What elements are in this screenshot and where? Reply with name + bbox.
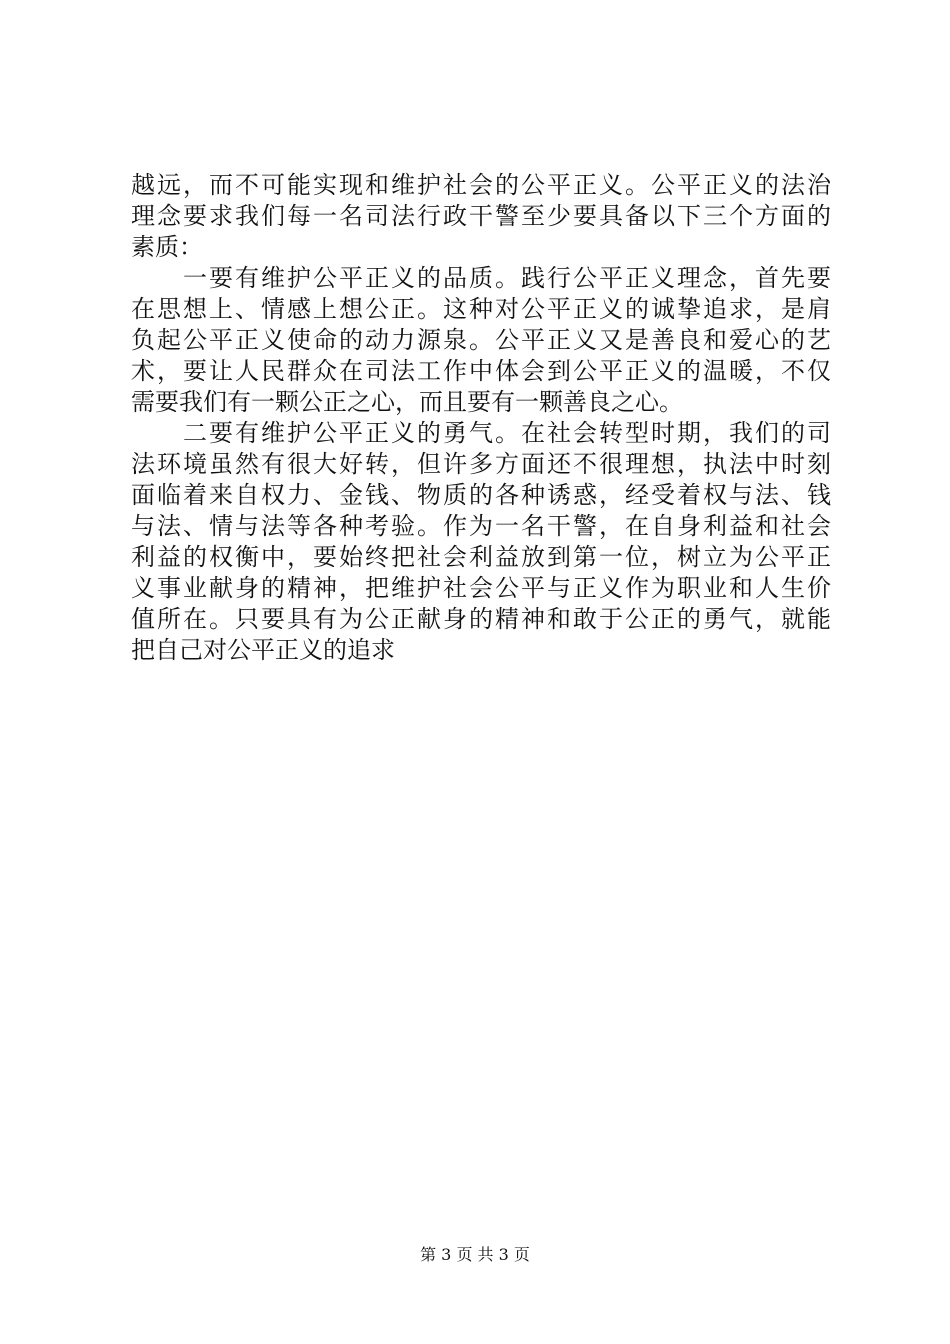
text-line: 需要我们有一颗公正之心，而且要有一颗善良之心。 xyxy=(131,388,683,416)
text-line: 理念要求我们每一名司法行政干警至少要具备以下三个方面的 xyxy=(131,202,831,230)
page-number-footer: 第 3 页 共 3 页 xyxy=(420,1245,530,1264)
text-line: 义事业献身的精神，把维护社会公平与正义作为职业和人生价 xyxy=(131,574,831,602)
text-line: 与法、情与法等各种考验。作为一名干警，在自身利益和社会 xyxy=(131,512,831,540)
text-line: 负起公平正义使命的动力源泉。公平正义又是善良和爱心的艺 xyxy=(131,326,831,354)
text-line: 二要有维护公平正义的勇气。在社会转型时期，我们的司 xyxy=(131,419,831,447)
text-line: 一要有维护公平正义的品质。践行公平正义理念，首先要 xyxy=(131,264,831,292)
body-text xyxy=(131,170,831,666)
text-line: 在思想上、情感上想公正。这种对公平正义的诚挚追求，是肩 xyxy=(131,295,831,323)
text-line: 面临着来自权力、金钱、物质的各种诱惑，经受着权与法、钱 xyxy=(131,481,831,509)
text-line: 术，要让人民群众在司法工作中体会到公平正义的温暖，不仅 xyxy=(131,357,831,385)
text-line: 素质： xyxy=(131,233,203,261)
text-line: 利益的权衡中，要始终把社会利益放到第一位，树立为公平正 xyxy=(131,543,831,571)
text-line: 越远，而不可能实现和维护社会的公平正义。公平正义的法治 xyxy=(131,171,831,199)
text-line: 把自己对公平正义的追求 xyxy=(131,636,395,664)
text-line: 法环境虽然有很大好转，但许多方面还不很理想，执法中时刻 xyxy=(131,450,831,478)
text-line: 值所在。只要具有为公正献身的精神和敢于公正的勇气，就能 xyxy=(131,605,831,633)
